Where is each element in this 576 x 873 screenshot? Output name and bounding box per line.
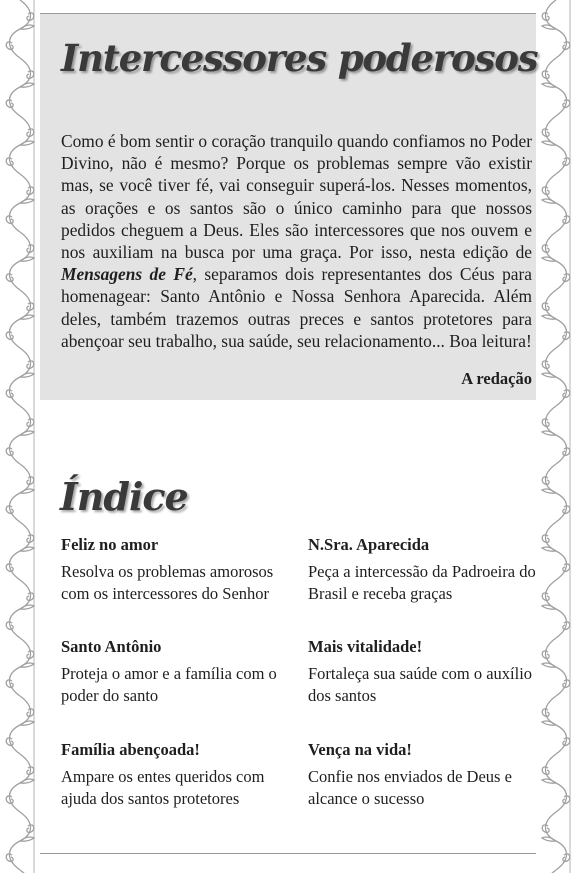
index-item-vitalidade <box>308 637 540 707</box>
index-item-description: Confie nos enviados de Deus e alcance o sucesso <box>308 767 512 808</box>
intro-paragraph <box>61 130 532 352</box>
index-item-familia <box>61 740 293 810</box>
index-item-description: Resolva os problemas amorosos com os intercessores do Senhor <box>61 562 274 603</box>
bottom-rule <box>40 853 536 854</box>
intro-text-before: Como é bom sentir o coração tranquilo quando confiamos no Poder Divino, não é mesmo? Porque os problemas sempre vão existir mas, se você tiver fé, vai conseguir superá-los. Nesses momentos, as orações e os santos são o único caminho para que nossos pedidos cheguem a Deus. Eles são intercessores que nos ouvem e nos auxiliam na busca por uma graça. Por isso, nesta edição de <box>61 131 532 263</box>
index-title: Índice <box>60 474 188 519</box>
index-item-title: Santo Antônio <box>61 637 162 656</box>
index-item-aparecida <box>308 535 540 605</box>
index-item-title: Vença na vida! <box>308 740 412 759</box>
index-item-title: Família abençoada! <box>61 740 200 759</box>
index-item-feliz-no-amor <box>61 535 293 605</box>
index-item-title: Feliz no amor <box>61 535 159 554</box>
index-item-description: Ampare os entes queridos com ajuda dos santos protetores <box>61 767 265 808</box>
index-item-description: Peça a intercessão da Padroeira do Brasil e receba graças <box>308 562 536 603</box>
index-item-title: Mais vitalidade! <box>308 637 423 656</box>
intro-text-after: , separamos dois representantes dos Céus para homenagear: Santo Antônio e Nossa Senhora Aparecida. Além deles, também trazemos outras preces e santos protetores para abençoar seu trabalho, sua saúde, seu relacionamento... Boa leitura! <box>61 264 532 351</box>
index-item-description: Proteja o amor e a família com o poder do santo <box>61 664 277 705</box>
index-item-venca-na-vida <box>308 740 540 810</box>
ornamental-border-right-icon <box>536 0 576 873</box>
intro-title: Intercessores poderosos <box>61 36 538 80</box>
index-item-santo-antonio <box>61 637 293 707</box>
index-item-description: Fortaleça sua saúde com o auxílio dos santos <box>308 664 533 705</box>
intro-signature: A redação <box>461 369 532 388</box>
ornamental-border-left-icon <box>0 0 40 873</box>
index-item-title: N.Sra. Aparecida <box>308 535 430 554</box>
magazine-name: Mensagens de Fé <box>61 264 193 285</box>
